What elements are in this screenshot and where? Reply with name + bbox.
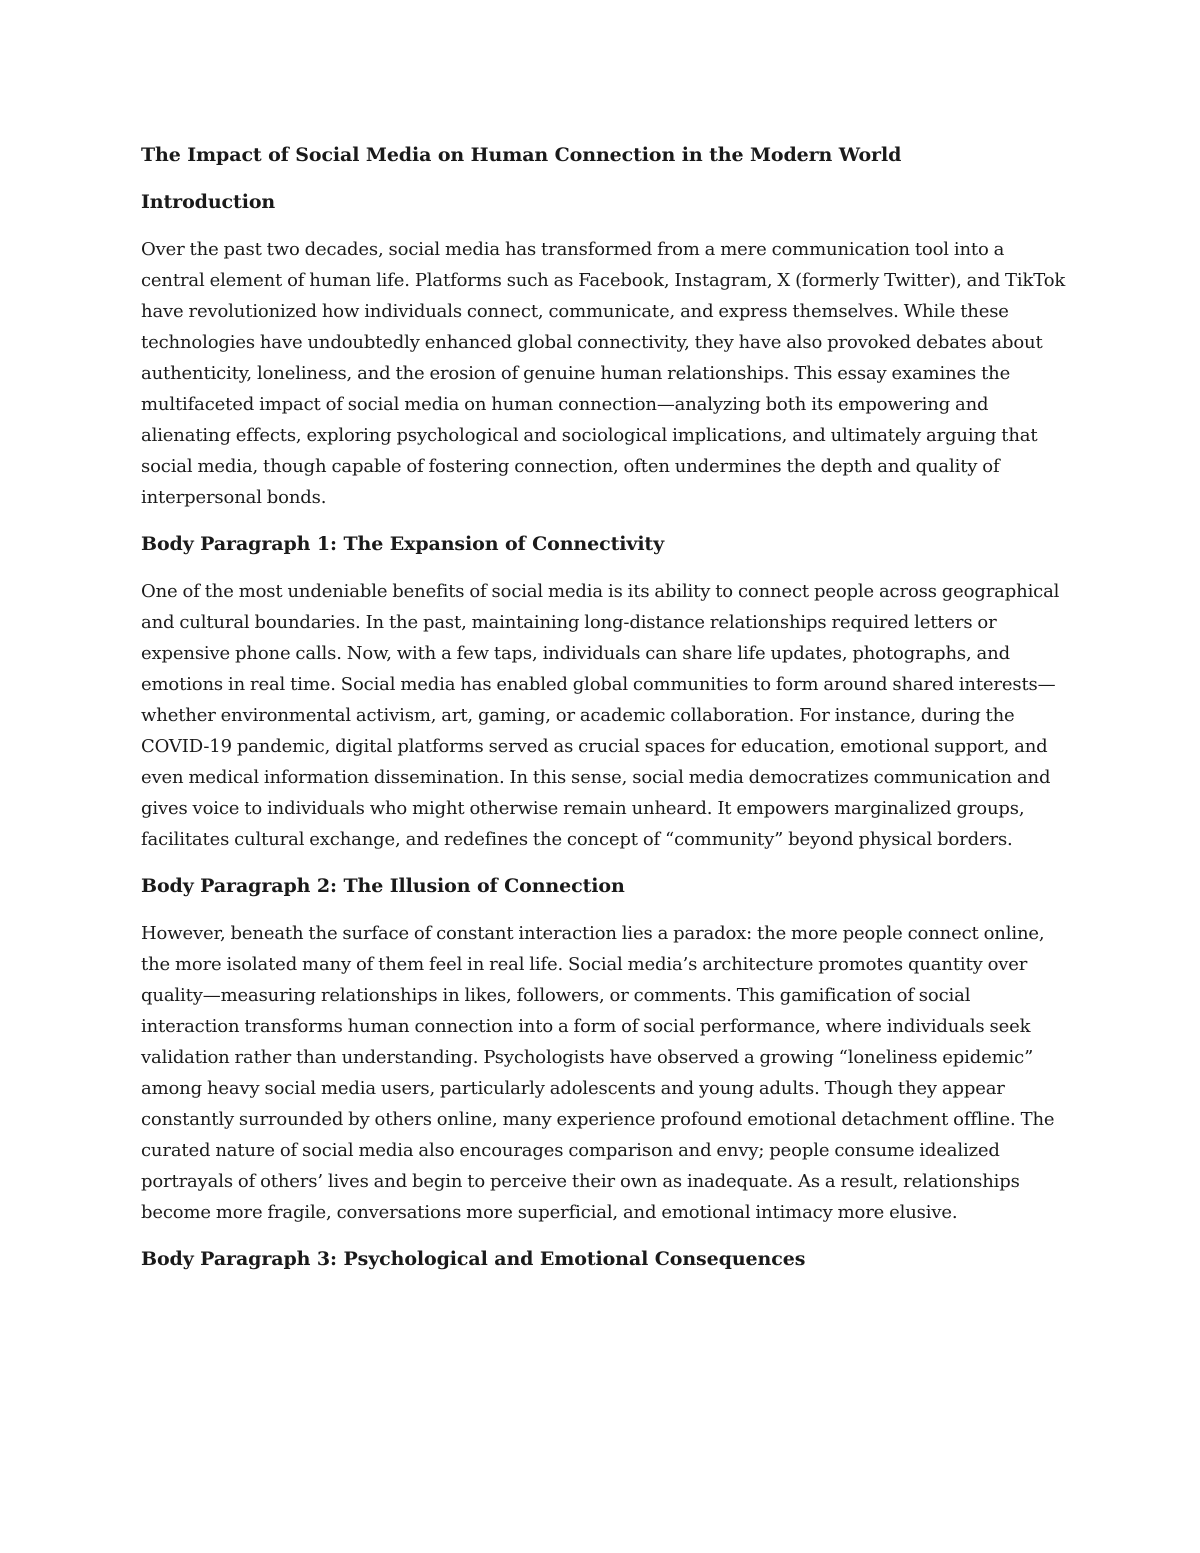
- paragraph-body-1: One of the most undeniable benefits of social media is its ability to connect people across geographical and cultural boundaries. In the past, maintaining long-distance relationships required letters or expensive phone calls. Now, with a few taps, individuals can share life updates, photographs, and emotions in real time. Social media has enabled global communities to form around shared interests—whether environmental activism, art, gaming, or academic collaboration. For instance, during the COVID-19 pandemic, digital platforms served as crucial spaces for education, emotional support, and even medical information dissemination. In this sense, social media democratizes communication and gives voice to individuals who might otherwise remain unheard. It empowers marginalized groups, facilitates cultural exchange, and redefines the concept of “community” beyond physical borders.: [141, 581, 1060, 850]
- section-heading-body-1: Body Paragraph 1: The Expansion of Connectivity: [141, 533, 665, 555]
- section-heading-body-3: Body Paragraph 3: Psychological and Emotional Consequences: [141, 1248, 806, 1270]
- paragraph-body-2: However, beneath the surface of constant interaction lies a paradox: the more people connect online, the more isolated many of them feel in real life. Social media’s architecture promotes quantity over quality—measuring relationships in likes, followers, or comments. This gamification of social interaction transforms human connection into a form of social performance, where individuals seek validation rather than understanding. Psychologists have observed a growing “loneliness epidemic” among heavy social media users, particularly adolescents and young adults. Though they appear constantly surrounded by others online, many experience profound emotional detachment offline. The curated nature of social media also encourages comparison and envy; people consume idealized portrayals of others’ lives and begin to perceive their own as inadequate. As a result, relationships become more fragile, conversations more superficial, and emotional intimacy more elusive.: [141, 923, 1055, 1223]
- document-body: [141, 140, 1071, 1291]
- section-heading-introduction: Introduction: [141, 191, 276, 213]
- document-title: The Impact of Social Media on Human Connection in the Modern World: [141, 144, 902, 166]
- section-heading-body-2: Body Paragraph 2: The Illusion of Connection: [141, 875, 625, 897]
- paragraph-introduction: Over the past two decades, social media has transformed from a mere communication tool into a central element of human life. Platforms such as Facebook, Instagram, X (formerly Twitter), and TikTok have revolutionized how individuals connect, communicate, and express themselves. While these technologies have undoubtedly enhanced global connectivity, they have also provoked debates about authenticity, loneliness, and the erosion of genuine human relationships. This essay examines the multifaceted impact of social media on human connection—analyzing both its empowering and alienating effects, exploring psychological and sociological implications, and ultimately arguing that social media, though capable of fostering connection, often undermines the depth and quality of interpersonal bonds.: [141, 239, 1066, 508]
